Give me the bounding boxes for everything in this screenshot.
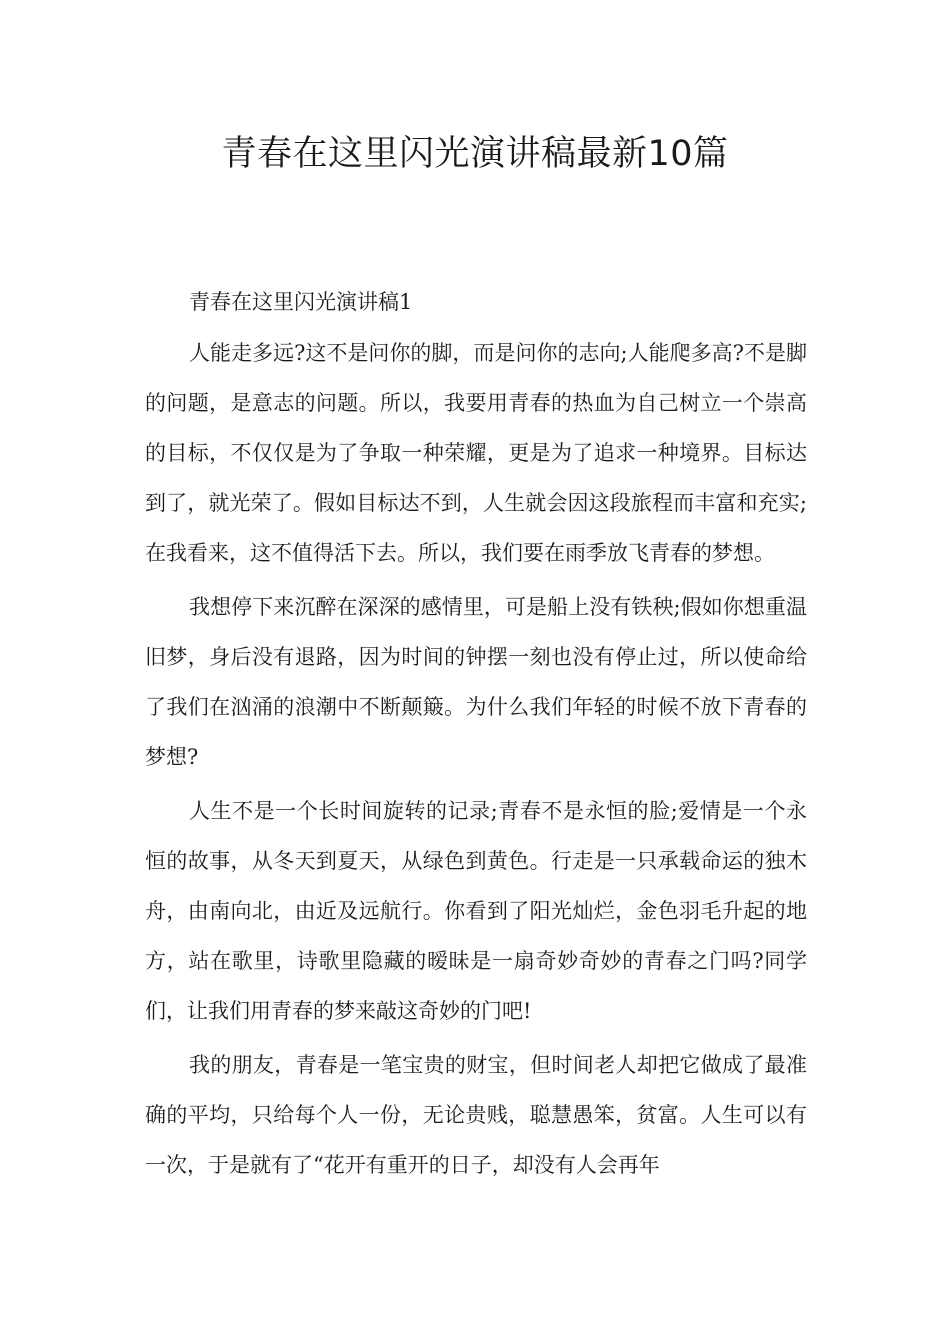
document-title: 青春在这里闪光演讲稿最新10篇 [221, 134, 729, 174]
paragraph-3: 人生不是一个长时间旋转的记录;青春不是永恒的脸;爱情是一个永恒的故事，从冬天到夏天，从绿色到黄色。行走是一只承载命运的独木舟，由南向北，由近及远航行。你看到了阳光灿烂，金色羽毛升起的地方，站在歌里，诗歌里隐藏的暧昧是一扇奇妙奇妙的青春之门吗?同学们，让我们用青春的梦来敲这奇妙的门吧! [145, 799, 807, 1023]
section-heading: 青春在这里闪光演讲稿1 [189, 290, 413, 314]
paragraph-4: 我的朋友，青春是一笔宝贵的财宝，但时间老人却把它做成了最准确的平均，只给每个人一份，无论贵贱，聪慧愚笨，贫富。人生可以有一次，于是就有了“花开有重开的日子，却没有人会再年 [145, 1053, 807, 1177]
document-body [145, 280, 807, 1190]
paragraph-2: 我想停下来沉醉在深深的感情里，可是船上没有铁秧;假如你想重温旧梦，身后没有退路，因为时间的钟摆一刻也没有停止过，所以使命给了我们在汹涌的浪潮中不断颠簸。为什么我们年轻的时候不放下青春的梦想? [145, 595, 807, 769]
paragraph-1: 人能走多远?这不是问你的脚，而是问你的志向;人能爬多高?不是脚的问题，是意志的问题。所以，我要用青春的热血为自己树立一个崇高的目标，不仅仅是为了争取一种荣耀，更是为了追求一种境界。目标达到了，就光荣了。假如目标达不到，人生就会因这段旅程而丰富和充实;在我看来，这不值得活下去。所以，我们要在雨季放飞青春的梦想。 [145, 341, 807, 565]
